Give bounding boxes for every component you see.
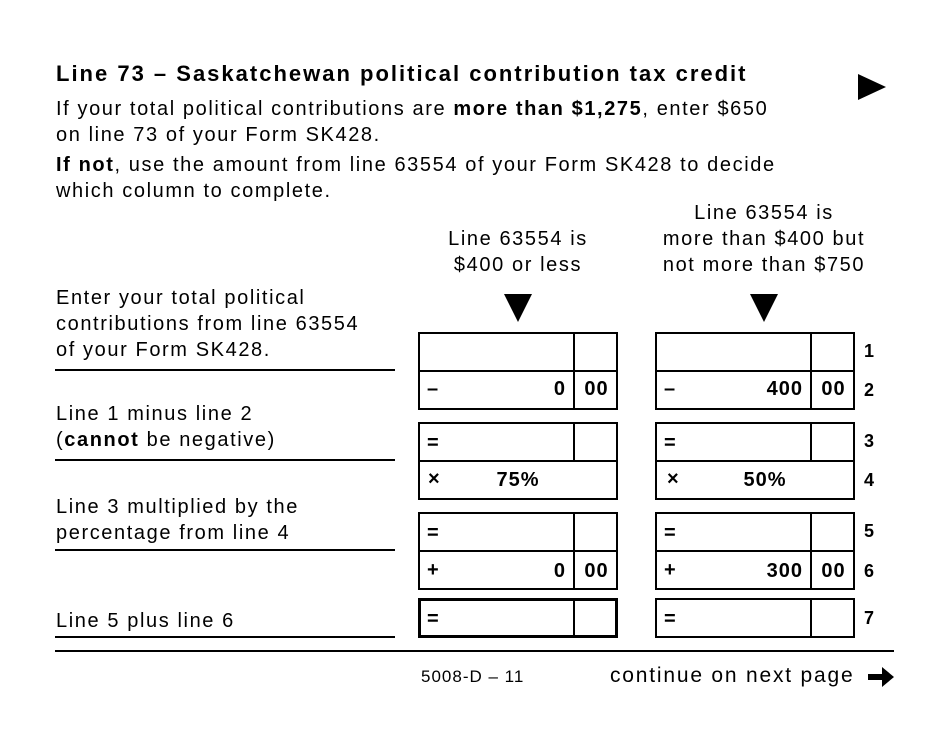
col-a-line-5-field[interactable] [418, 512, 618, 552]
line-number-6: 6 [864, 561, 875, 581]
line-number-4: 4 [864, 470, 875, 490]
col-a-line-3-field[interactable] [418, 422, 618, 462]
col-a-line-7-field[interactable] [418, 598, 618, 638]
section-title: Line 73 – Saskatchewan political contribution tax credit [56, 61, 748, 86]
intro-paragraph-2-line2: which column to complete. [56, 180, 332, 202]
equals-sign: = [427, 522, 439, 544]
line-number-2: 2 [864, 380, 875, 400]
label-text: Line 1 minus line 2 [56, 403, 254, 425]
cents-divider [573, 332, 575, 372]
form-code: 5008-D – 11 [421, 667, 525, 686]
label-divider [55, 636, 395, 638]
label-line-5 [56, 494, 299, 546]
column-b-header [636, 200, 892, 278]
intro-text: , use the amount from line 63554 of your Form SK428 to decide [114, 154, 776, 176]
cents-divider [573, 598, 575, 638]
col-a-line-2-cents: 00 [584, 378, 609, 400]
continue-text: continue on next page [610, 664, 855, 687]
column-a-header [418, 226, 618, 278]
header-line: not more than $750 [662, 254, 866, 276]
label-text: (cannot be negative) [56, 429, 276, 451]
col-b-line-2-cents: 00 [821, 378, 846, 400]
minus-sign: – [664, 378, 676, 400]
intro-paragraph-1 [56, 96, 768, 122]
col-b-line-1-field[interactable] [655, 332, 855, 372]
col-a-line-4-percent: 75% [496, 469, 540, 491]
equals-sign: = [664, 432, 676, 454]
plus-sign: + [664, 559, 676, 581]
label-text: Enter your total political [56, 287, 306, 309]
next-arrow-icon [858, 74, 886, 100]
equals-sign: = [427, 608, 439, 630]
col-b-line-6-cents: 00 [821, 560, 846, 582]
header-line: $400 or less [453, 254, 583, 276]
cents-divider [810, 598, 812, 638]
col-a-line-2-dollars: 0 [553, 378, 566, 400]
equals-sign: = [427, 432, 439, 454]
line-number-3: 3 [864, 431, 875, 451]
footer-divider [55, 650, 894, 652]
label-text: Line 3 multiplied by the [56, 496, 299, 518]
label-line-1 [56, 285, 359, 363]
label-line-7: Line 5 plus line 6 [56, 610, 235, 632]
plus-sign: + [427, 559, 439, 581]
label-text: of your Form SK428. [56, 339, 271, 361]
header-line: Line 63554 is [694, 202, 834, 224]
cents-divider [810, 422, 812, 462]
col-b-line-5-field[interactable] [655, 512, 855, 552]
continue-arrow-icon [866, 664, 896, 695]
cents-divider [810, 512, 812, 552]
intro-paragraph-2 [56, 152, 776, 178]
label-text: percentage from line 4 [56, 522, 291, 544]
column-a-down-arrow-icon [504, 294, 532, 322]
intro-text: If your total political contributions are [56, 98, 454, 120]
col-a-line-6-cents: 00 [584, 560, 609, 582]
column-b-down-arrow-icon [750, 294, 778, 322]
line-number-7: 7 [864, 608, 875, 628]
intro-bold: If not [56, 154, 115, 176]
minus-sign: – [427, 378, 439, 400]
label-line-3 [56, 401, 276, 453]
col-b-line-2-dollars: 400 [766, 378, 803, 400]
label-divider [55, 549, 395, 551]
label-divider [55, 369, 395, 371]
equals-sign: = [664, 522, 676, 544]
intro-bold: more than $1,275 [453, 98, 643, 120]
col-a-line-6-dollars: 0 [553, 560, 566, 582]
col-a-line-1-field[interactable] [418, 332, 618, 372]
col-b-line-7-field[interactable] [655, 598, 855, 638]
line-number-5: 5 [864, 521, 875, 541]
line-number-1: 1 [864, 341, 875, 361]
intro-paragraph-1-line2: on line 73 of your Form SK428. [56, 124, 381, 146]
header-line: Line 63554 is [448, 228, 588, 250]
label-divider [55, 459, 395, 461]
cents-divider [573, 422, 575, 462]
col-b-line-3-field[interactable] [655, 422, 855, 462]
label-text: contributions from line 63554 [56, 313, 360, 335]
header-line: more than $400 but [662, 228, 866, 250]
col-b-line-4-percent: 50% [743, 469, 787, 491]
times-sign: × [667, 468, 679, 490]
intro-text: , enter $650 [642, 98, 769, 120]
times-sign: × [428, 468, 440, 490]
cents-divider [573, 512, 575, 552]
equals-sign: = [664, 608, 676, 630]
col-b-line-6-dollars: 300 [766, 560, 803, 582]
cents-divider [810, 332, 812, 372]
